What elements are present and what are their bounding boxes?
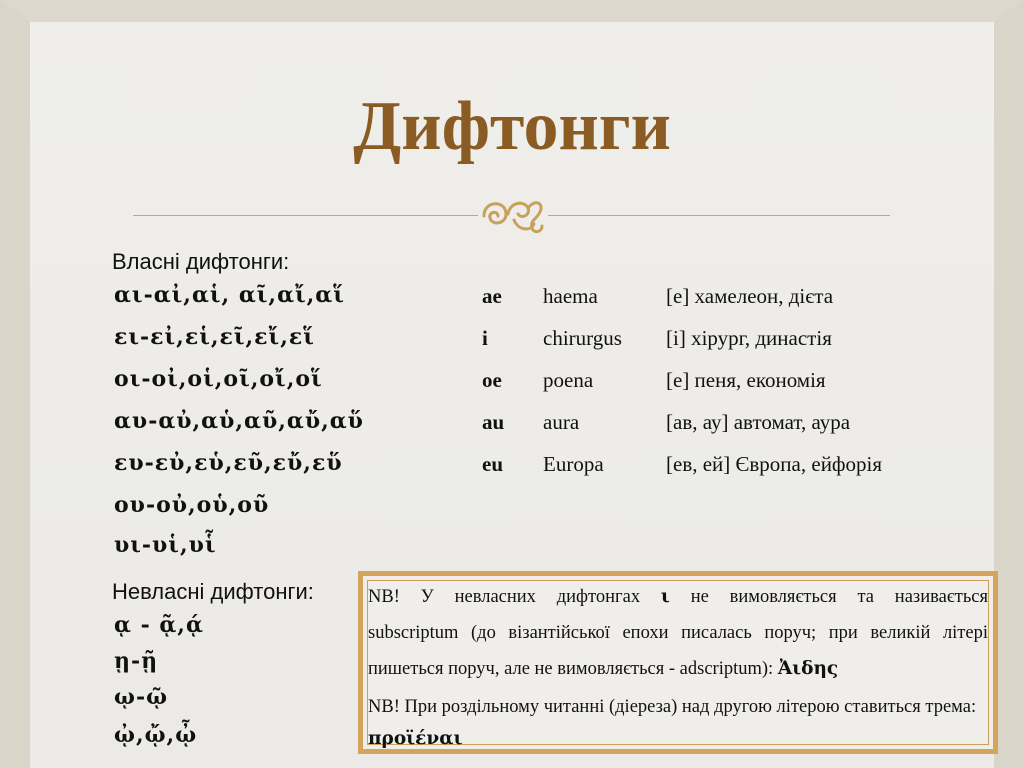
diphthong-row bbox=[0, 368, 1024, 400]
ukrainian-example: [е] пеня, економія bbox=[666, 368, 826, 392]
greek-line: ευ-εὐ,εὑ,εῦ,εὔ,εὕ bbox=[114, 450, 343, 476]
nb-note-box bbox=[358, 571, 998, 754]
greek-line: ᾳ - ᾷ,ᾴ bbox=[114, 612, 204, 638]
note-line: subscriptum (до візантійської епохи писалась поруч; при великій літері bbox=[368, 623, 988, 643]
latin-diphthong: i bbox=[482, 326, 488, 350]
note-line bbox=[368, 580, 988, 614]
diphthong-row bbox=[0, 452, 1024, 484]
ukrainian-example: [і] хірург, династія bbox=[666, 326, 832, 350]
improper-diphthongs-label: Невласні дифтонги: bbox=[112, 579, 314, 604]
note-line bbox=[368, 722, 988, 756]
greek-glyph: προϊέναι bbox=[368, 728, 463, 749]
note-line bbox=[368, 652, 988, 686]
greek-line: ου-οὐ,οὑ,οῦ bbox=[114, 492, 270, 518]
greek-line: οι-οἰ,οἱ,οῖ,οἴ,οἵ bbox=[114, 366, 323, 392]
latin-word: aura bbox=[543, 410, 580, 434]
ukrainian-example: [ав, ау] автомат, аура bbox=[666, 410, 851, 434]
latin-word: haema bbox=[543, 284, 598, 308]
divider-right bbox=[548, 215, 890, 216]
diphthong-row bbox=[0, 410, 1024, 442]
greek-line: ῳ-ῷ bbox=[114, 684, 169, 710]
greek-line: υι-υἱ,υἷ bbox=[114, 532, 217, 558]
latin-word: Europa bbox=[543, 452, 604, 476]
diphthong-row bbox=[0, 284, 1024, 316]
latin-word: poena bbox=[543, 368, 594, 392]
latin-word: chirurgus bbox=[543, 326, 622, 350]
greek-glyph: ι bbox=[660, 586, 670, 607]
note-text: пишеться поруч, але не вимовляється - adscriptum): bbox=[368, 659, 774, 679]
latin-diphthong: ae bbox=[482, 284, 502, 308]
latin-diphthong: au bbox=[482, 410, 505, 434]
proper-diphthongs-label: Власні дифтонги: bbox=[112, 249, 290, 274]
latin-diphthong: eu bbox=[482, 452, 503, 476]
diphthong-row bbox=[0, 326, 1024, 358]
note-text: не вимовляється та називається bbox=[690, 587, 988, 607]
ukrainian-example: [ев, ей] Європа, ейфорія bbox=[666, 452, 883, 476]
greek-line: ει-εἰ,εἱ,εῖ,εἴ,εἵ bbox=[114, 324, 315, 350]
latin-diphthong: oe bbox=[482, 368, 502, 392]
greek-line: αυ-αὐ,αὑ,αῦ,αὔ,αὕ bbox=[114, 408, 364, 434]
greek-line: ᾠ,ᾤ,ᾦ bbox=[114, 722, 198, 748]
ukrainian-example: [е] хамелеон, дієта bbox=[666, 284, 834, 308]
greek-glyph: Ἀιδης bbox=[777, 658, 839, 679]
note-line: NB! При роздільному читанні (діереза) над другою літерою ставиться трема: bbox=[368, 697, 977, 717]
slide-title: Дифтонги bbox=[353, 88, 671, 165]
greek-line: ῃ-ῇ bbox=[114, 648, 159, 674]
decorative-swirl-icon bbox=[478, 190, 548, 238]
divider-left bbox=[133, 215, 478, 216]
note-text: NB! У невласних дифтонгах bbox=[368, 587, 641, 607]
greek-line: αι-αἰ,αἱ, αῖ,αἴ,αἵ bbox=[114, 282, 345, 308]
